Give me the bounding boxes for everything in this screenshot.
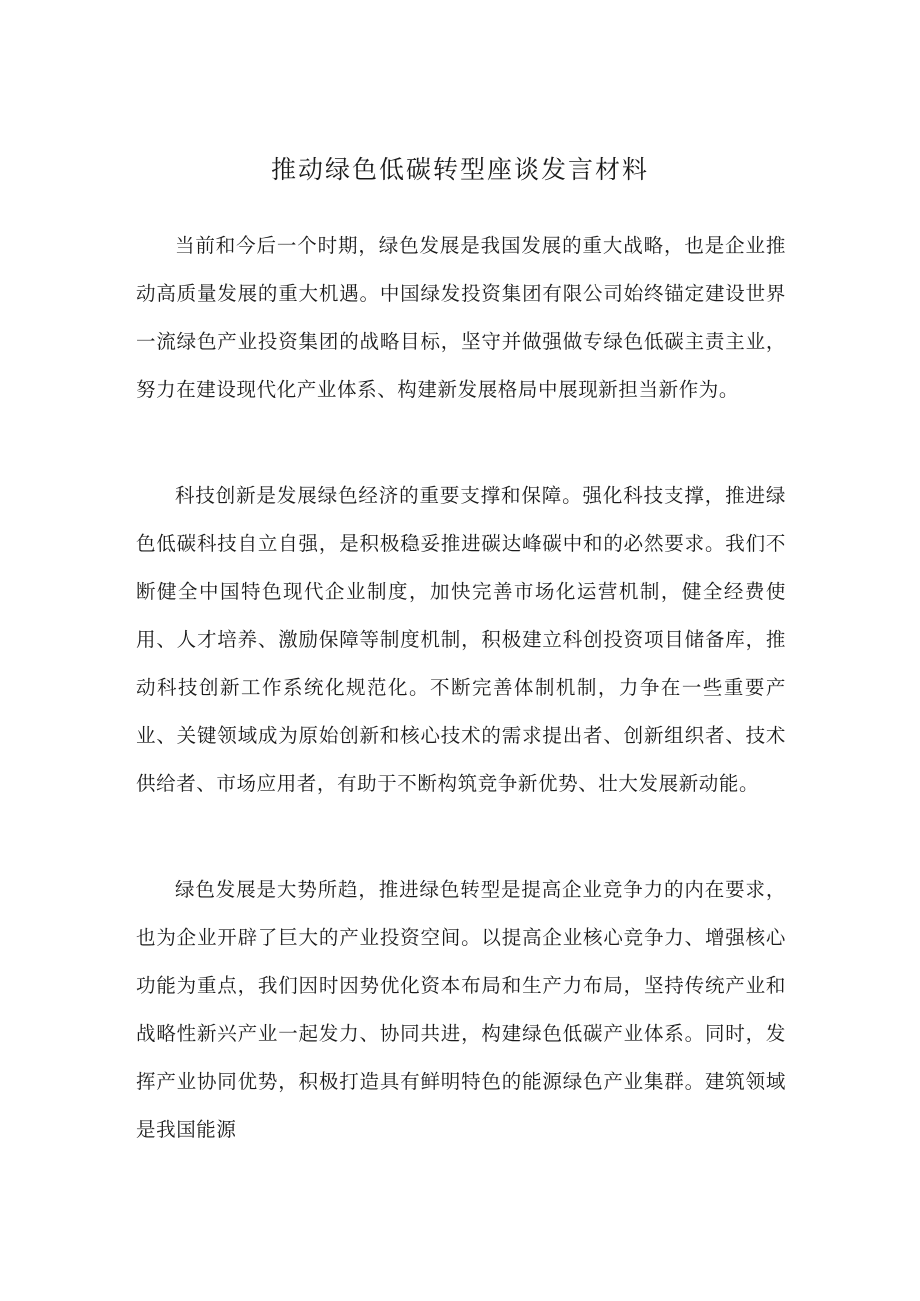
paragraph-1: 当前和今后一个时期，绿色发展是我国发展的重大战略，也是企业推动高质量发展的重大机遇。中国绿发投资集团有限公司始终锚定建设世界一流绿色产业投资集团的战略目标，坚守并做强做专绿色低碳主责主业，努力在建设现代化产业体系、构建新发展格局中展现新担当新作为。 bbox=[136, 234, 786, 401]
paragraph-3: 绿色发展是大势所趋，推进绿色转型是提高企业竞争力的内在要求，也为企业开辟了巨大的产业投资空间。以提高企业核心竞争力、增强核心功能为重点，我们因时因势优化资本布局和生产力布局，坚持传统产业和战略性新兴产业一起发力、协同共进，构建绿色低碳产业体系。同时，发挥产业协同优势，积极打造具有鲜明特色的能源绿色产业集群。建筑领域是我国能源 bbox=[136, 878, 786, 1141]
document-title: 推动绿色低碳转型座谈发言材料 bbox=[270, 155, 649, 184]
paragraph-2: 科技创新是发展绿色经济的重要支撑和保障。强化科技支撑，推进绿色低碳科技自立自强，是积极稳妥推进碳达峰碳中和的必然要求。我们不断健全中国特色现代企业制度，加快完善市场化运营机制，健全经费使用、人才培养、激励保障等制度机制，积极建立科创投资项目储备库，推动科技创新工作系统化规范化。不断完善体制机制，力争在一些重要产业、关键领域成为原始创新和核心技术的需求提出者、创新组织者、技术供给者、市场应用者，有助于不断构筑竞争新优势、壮大发展新动能。 bbox=[136, 484, 786, 795]
